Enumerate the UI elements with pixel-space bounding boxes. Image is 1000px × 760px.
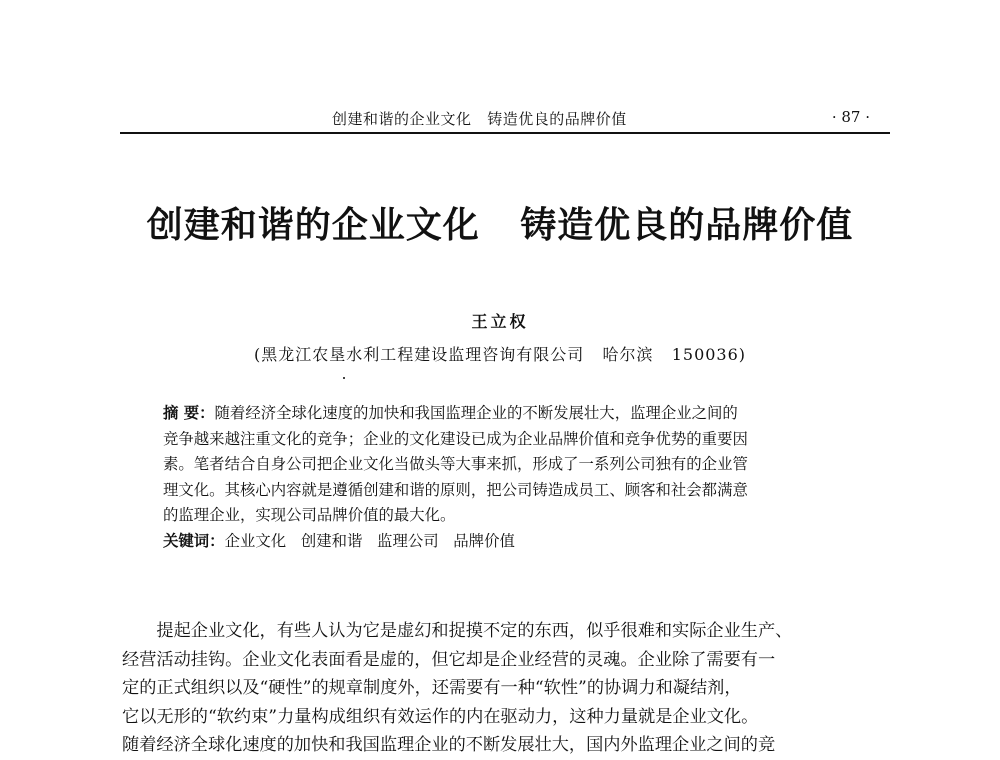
abstract-line: 素。笔者结合自身公司把企业文化当做头等大事来抓，形成了一系列公司独有的企业管 — [163, 455, 748, 473]
abstract-line — [163, 401, 863, 427]
abstract — [163, 401, 863, 554]
stray-dot — [343, 377, 345, 379]
body-line: 经营活动挂钩。企业文化表面看是虚的，但它却是企业经营的灵魂。企业除了需要有一 — [122, 649, 776, 670]
abstract-line: 的监理企业，实现公司品牌价值的最大化。 — [163, 506, 456, 524]
abstract-text: 随着经济全球化速度的加快和我国监理企业的不断发展壮大，监理企业之间的 — [214, 404, 738, 422]
keywords-label: 关键词： — [163, 531, 225, 550]
body-line: 它以无形的“软约束”力量构成组织有效运作的内在驱动力，这种力量就是企业文化。 — [122, 706, 759, 727]
body-line-text: 提起企业文化，有些人认为它是虚幻和捉摸不定的东西，似乎很难和实际企业生产、 — [156, 621, 793, 641]
abstract-label: 摘 要： — [163, 404, 215, 422]
abstract-line: 竞争越来越注重文化的竞争；企业的文化建设已成为企业品牌价值和竞争优势的重要因 — [163, 429, 748, 448]
running-header — [120, 106, 890, 134]
keywords-line — [163, 529, 863, 555]
page-number: · 87 · — [831, 108, 870, 126]
body-paragraph — [122, 617, 892, 760]
body-line — [122, 617, 892, 646]
body-line: 定的正式组织以及“硬性”的规章制度外，还需要有一种“软性”的协调力和凝结剂， — [122, 678, 742, 698]
running-title: 创建和谐的企业文化 铸造优良的品牌价值 — [332, 110, 627, 128]
keywords-text: 企业文化 创建和谐 监理公司 品牌价值 — [224, 531, 515, 550]
abstract-line: 理文化。其核心内容就是遵循创建和谐的原则，把公司铸造成员工、顾客和社会都满意 — [163, 480, 748, 499]
body-line: 随着经济全球化速度的加快和我国监理企业的不断发展壮大，国内外监理企业之间的竞 — [122, 735, 776, 755]
author-affiliation: (黑龙江农垦水利工程建设监理咨询有限公司 哈尔滨 150036) — [253, 345, 747, 364]
author-name: 王立权 — [471, 312, 529, 331]
article-title: 创建和谐的企业文化 铸造优良的品牌价值 — [146, 204, 854, 246]
